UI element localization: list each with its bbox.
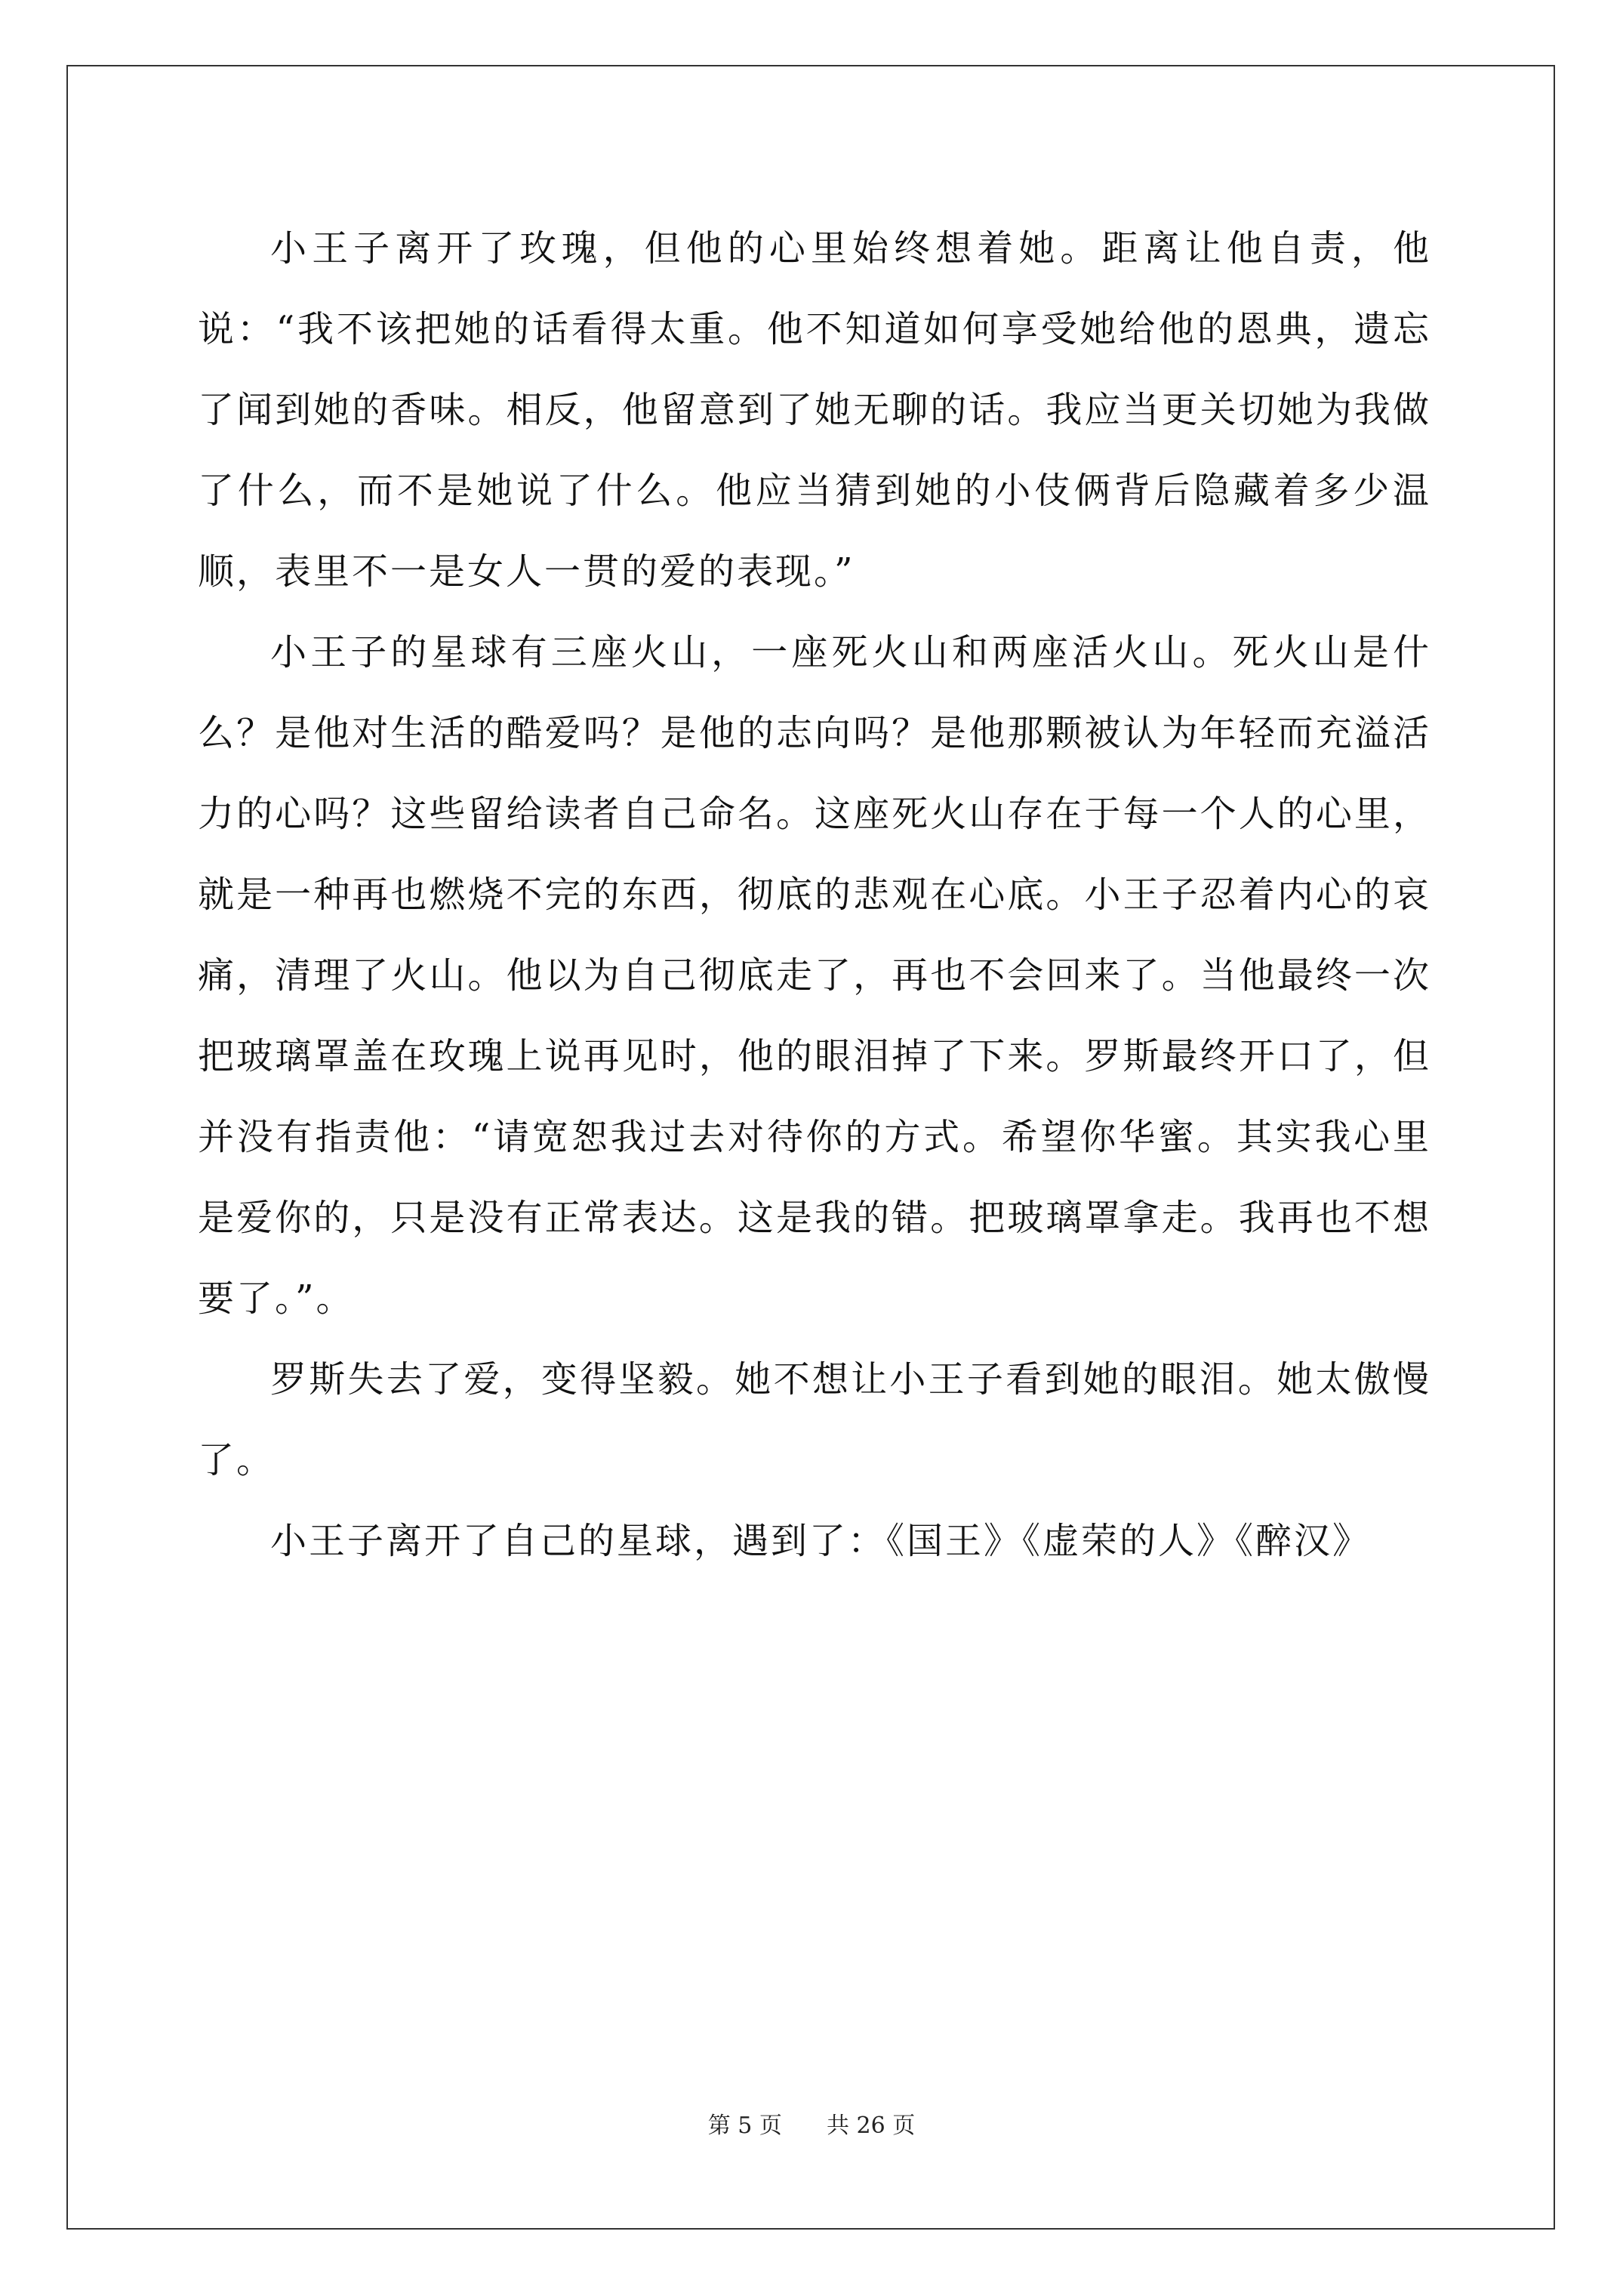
document-body: [198, 208, 1431, 1582]
paragraph-4: 小王子离开了自己的星球，遇到了：《国王》《虚荣的人》《醉汉》: [270, 1520, 1372, 1562]
paragraph-3: 罗斯失去了爱，变得坚毅。她不想让小王子看到她的眼泪。她太傲慢了。: [198, 1358, 1431, 1481]
paragraph-1: 小王子离开了玫瑰，但他的心里始终想着她。距离让他自责，他说：“我不该把她的话看得太重。他不知道如何享受她给他的恩典，遗忘了闻到她的香味。相反，他留意到了她无聊的话。我应当更关切她为我做了什么，而不是她说了什么。他应当猜到她的小伎俩背后隐藏着多少温顺，表里不一是女人一贯的爱的表现。”: [198, 227, 1431, 593]
page-footer: [0, 2106, 1623, 2140]
page-number: 第 5 页: [707, 2113, 782, 2139]
paragraph-2: 小王子的星球有三座火山，一座死火山和两座活火山。死火山是什么？是他对生活的酷爱吗？是他的志向吗？是他那颗被认为年轻而充溢活力的心吗？这些留给读者自己命名。这座死火山存在于每一个人的心里，就是一种再也燃烧不完的东西，彻底的悲观在心底。小王子忍着内心的哀痛，清理了火山。他以为自己彻底走了，再也不会回来了。当他最终一次把玻璃罩盖在玫瑰上说再见时，他的眼泪掉了下来。罗斯最终开口了，但并没有指责他：“请宽恕我过去对待你的方式。希望你华蜜。其实我心里是爱你的，只是没有正常表达。这是我的错。把玻璃罩拿走。我再也不想要了。”。: [198, 631, 1431, 1320]
page-total: 共 26 页: [827, 2113, 916, 2139]
